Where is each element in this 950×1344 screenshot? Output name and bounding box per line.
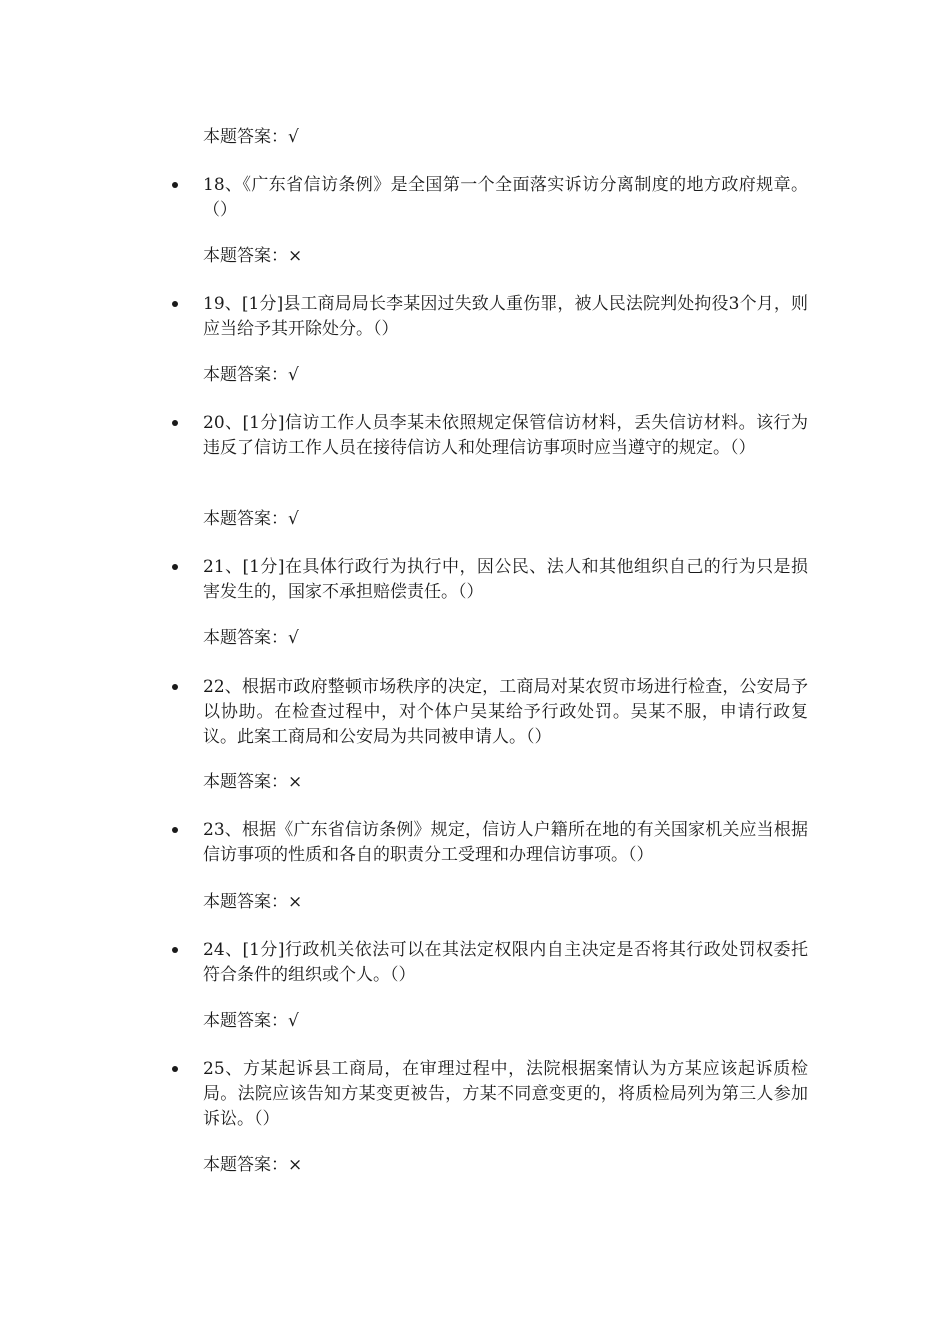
- bullet-icon: [172, 182, 178, 188]
- answer-line-21: [203, 627, 299, 649]
- bullet-icon: [172, 301, 178, 307]
- answer-label: 本题答案：: [203, 509, 288, 529]
- answer-line-17: [203, 126, 299, 148]
- answer-mark: ×: [288, 1155, 303, 1175]
- answer-label: 本题答案：: [203, 1155, 288, 1175]
- question-item-22: [168, 675, 808, 750]
- answer-line-24: [203, 1010, 299, 1032]
- bullet-icon: [172, 827, 178, 833]
- bullet-icon: [172, 684, 178, 690]
- question-text: 18、《广东省信访条例》是全国第一个全面落实诉访分离制度的地方政府规章。（）: [203, 175, 808, 220]
- question-text: 23、根据《广东省信访条例》规定，信访人户籍所在地的有关国家机关应当根据信访事项的性质和各自的职责分工受理和办理信访事项。（）: [203, 820, 808, 865]
- answer-mark: ×: [288, 246, 303, 266]
- answer-mark: ×: [288, 772, 303, 792]
- bullet-icon: [172, 420, 178, 426]
- answer-line-25: [203, 1154, 302, 1176]
- answer-mark: ×: [288, 892, 303, 912]
- answer-line-20: [203, 508, 299, 530]
- bullet-icon: [172, 564, 178, 570]
- answer-line-19: [203, 364, 299, 386]
- answer-mark: √: [288, 628, 299, 648]
- answer-label: 本题答案：: [203, 628, 288, 648]
- answer-label: 本题答案：: [203, 365, 288, 385]
- question-item-25: [168, 1057, 808, 1132]
- question-item-24: [168, 938, 808, 988]
- question-text: 22、根据市政府整顿市场秩序的决定，工商局对某农贸市场进行检查，公安局予以协助。在检查过程中，对个体户吴某给予行政处罚。吴某不服，申请行政复议。此案工商局和公安局为共同被申请人。（）: [203, 677, 808, 747]
- question-item-19: [168, 292, 808, 342]
- answer-mark: √: [288, 509, 299, 529]
- answer-line-18: [203, 245, 302, 267]
- question-text: 24、[1分]行政机关依法可以在其法定权限内自主决定是否将其行政处罚权委托符合条件的组织或个人。（）: [203, 940, 808, 985]
- question-item-21: [168, 555, 808, 605]
- answer-mark: √: [288, 127, 299, 147]
- answer-label: 本题答案：: [203, 127, 288, 147]
- answer-label: 本题答案：: [203, 772, 288, 792]
- bullet-icon: [172, 1066, 178, 1072]
- question-text: 25、方某起诉县工商局，在审理过程中，法院根据案情认为方某应该起诉质检局。法院应该告知方某变更被告，方某不同意变更的，将质检局列为第三人参加诉讼。（）: [203, 1059, 808, 1129]
- answer-line-23: [203, 891, 302, 913]
- question-text: 19、[1分]县工商局局长李某因过失致人重伤罪，被人民法院判处拘役3个月，则应当给予其开除处分。（）: [203, 294, 808, 339]
- bullet-icon: [172, 947, 178, 953]
- answer-label: 本题答案：: [203, 246, 288, 266]
- answer-mark: √: [288, 365, 299, 385]
- answer-mark: √: [288, 1011, 299, 1031]
- question-item-18: [168, 173, 808, 223]
- question-text: 21、[1分]在具体行政行为执行中，因公民、法人和其他组织自己的行为只是损害发生的，国家不承担赔偿责任。（）: [203, 557, 808, 602]
- answer-label: 本题答案：: [203, 1011, 288, 1031]
- question-item-20: [168, 411, 808, 461]
- question-item-23: [168, 818, 808, 868]
- answer-line-22: [203, 771, 302, 793]
- answer-label: 本题答案：: [203, 892, 288, 912]
- question-text: 20、[1分]信访工作人员李某未依照规定保管信访材料，丢失信访材料。该行为违反了信访工作人员在接待信访人和处理信访事项时应当遵守的规定。（）: [203, 413, 808, 458]
